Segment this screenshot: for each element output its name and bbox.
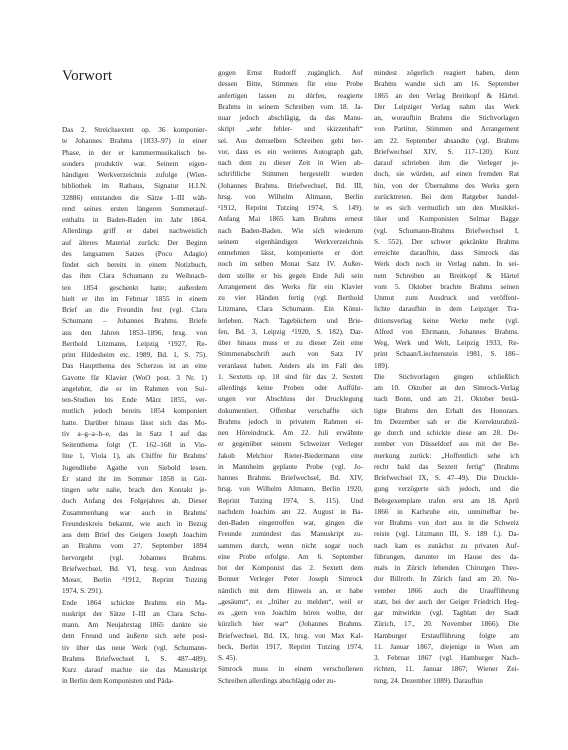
text-line: Brahms in seinem Schreiben vom 18. Ja- <box>218 102 363 111</box>
text-line: recht bald das Sextett fertig“ (Brahms <box>374 462 519 471</box>
text-line: an Brahms vom 27. September 1894 <box>62 542 207 551</box>
text-line: ten-Studien bis Ende März 1855, ver- <box>62 396 207 404</box>
text-line: ditionsverlag keine Werke mehr (vgl. <box>374 316 519 325</box>
text-line: dokumentiert. Offenbar verschaffte sich <box>218 406 363 415</box>
text-line: ge durch und schickte diese am 28. De- <box>374 429 519 437</box>
text-line: Reprint Tutzing 1974, S. 115). Und <box>218 496 363 505</box>
text-line: aus dem Brief des Geigers Joseph Joachim <box>62 531 207 539</box>
text-line: entnehmen lässt, komponierte er dort <box>218 249 363 257</box>
text-line: S. 45). <box>218 654 238 662</box>
text-line: tiv a–g–a–h–e, das in Satz I auf das <box>62 429 207 438</box>
text-line: in Mannheim geplante Probe (vgl. Jo- <box>218 462 363 471</box>
text-line: Litzmann, Clara Schumann. Ein Künst- <box>218 305 363 314</box>
text-line: anfertigen lassen zu dürfen, reagierte <box>218 91 363 100</box>
text-line: print Hildesheim etc. 1989, Bd. 1, S. 75). <box>62 351 207 359</box>
text-line: Die Stichvorlagen gingen schließlich <box>374 372 519 381</box>
text-line: Das Hauptthema des Scherzos ist an eine <box>62 362 207 371</box>
text-line: erreichte daraufhin, dass Simrock das <box>374 249 519 257</box>
text-line: Stimmenabschrift auch von Satz IV <box>218 350 363 359</box>
text-line: zu vier Händen fertig (vgl. Berthold <box>218 294 363 302</box>
text-line: ten 1854 geschenkt hatte; außerdem <box>62 283 207 292</box>
text-line: Freundeskreis bekannt, wie auch in Bezug <box>62 519 207 528</box>
text-line: dor Billroth. In Zürich fand am 20. No- <box>374 575 519 584</box>
text-line: Werk doch noch in Verlag nahm. In sei- <box>374 260 519 269</box>
text-line: sammen durch, wenn nicht sogar noch <box>218 541 363 550</box>
text-line: Phase, in der er kammermusikalisch be- <box>62 148 207 157</box>
text-line: Allerdings griff er dabei nachweislich <box>62 227 207 236</box>
text-line: nach Baden-Baden. Wie sich wiederum <box>218 226 363 235</box>
text-line: seinem eigenhändigen Werkverzeichnis <box>218 237 363 246</box>
text-line: bot der Komponist das 2. Sextett dem <box>218 564 363 572</box>
text-line: vom 5. Oktober brachte Brahms seinen <box>374 282 519 291</box>
text-line: Briefwechsel IX, S. 47–49). Die Druckle- <box>374 474 519 482</box>
text-line: zember von Düsseldorf aus mit der Be- <box>374 440 519 449</box>
text-line: tigte Brahms den Erhalt des Honorars. <box>374 406 519 415</box>
text-line: nachdem Joachim am 22. August in Ba- <box>218 507 363 516</box>
text-line: sei. Aus demselben Schreiben geht her- <box>218 136 363 145</box>
text-line: dem stellte er bis gegen Ende Juli sein <box>218 271 363 280</box>
text-line: hatte. Darüber hinaus lässt sich das Mo- <box>62 418 207 427</box>
text-line: Seitenthema folgt (T. 162–168 in Vio- <box>62 441 207 449</box>
text-line: merkung zurück: „Hoffentlich sehe ich <box>374 451 519 460</box>
text-line: an, woraufhin Brahms die Stichvorlagen <box>374 114 519 122</box>
text-line: darauf schrieben ihm die Verleger je- <box>374 159 519 167</box>
text-line: händigen Werkverzeichnis zufolge (Wien- <box>62 171 207 179</box>
text-line: dem Freund und äußerte sich sehr posi- <box>62 632 207 641</box>
text-line: mann. Am Neujahrstag 1865 dankte sie <box>62 621 207 629</box>
text-line: Brahms jedoch in privatem Rahmen ei- <box>218 417 363 426</box>
text-line: enthalts in Baden-Baden im Jahr 1864. <box>62 216 207 224</box>
text-line: mals in Zürich lebenden Chirurgen Theo- <box>374 564 519 572</box>
text-line: Simrock muss in einem verschollenen <box>218 665 363 674</box>
text-line: Er stand ihr im Sommer 1858 in Göt- <box>62 474 207 483</box>
text-line: das ihm Clara Schumann zu Weihnach- <box>62 272 207 281</box>
text-line: (vgl. Schumann-Brahms Briefwechsel I, <box>374 226 519 235</box>
text-line: Unmut zum Ausdruck und veröffent- <box>374 294 519 302</box>
text-line: am 22. September absandte (vgl. Brahms <box>374 136 519 145</box>
text-line: Schumann – Johannes Brahms. Briefe <box>62 317 207 326</box>
text-line: Bonner Verleger Peter Joseph Simrock <box>218 575 363 584</box>
text-line: zurücktreten. Bei dem Ratgeber handel- <box>374 192 519 201</box>
text-line: allerdings keine Proben oder Aufführ- <box>218 384 363 392</box>
text-line: lerleben. Nach Tagebüchern und Brie- <box>218 316 363 325</box>
text-line: „gesäumt“, es „früher zu melden“, weil er <box>218 597 363 606</box>
text-line: Briefwechsel, Bd. IX, hrsg. von Max Kal- <box>218 631 363 640</box>
text-line: nach Bonn, und am 21. Oktober bestä- <box>374 395 519 404</box>
text-line: S. 552). Der schwer gekränkte Brahms <box>374 237 519 246</box>
text-line: 189). <box>374 361 390 370</box>
text-line: 1. Sextetts op. 18 sind für das 2. Sextett <box>218 372 363 381</box>
text-line: nämlich mit dem Hinweis an, er habe <box>218 586 363 595</box>
text-line: Jakob Melchior Rieter-Biedermann eine <box>218 451 363 460</box>
text-line: Jugendliebe Agathe von Siebold lesen. <box>62 463 207 472</box>
text-line: hielt er ihn im Februar 1855 in einem <box>62 294 207 303</box>
text-line: eine Probe erfolgte. Am 6. September <box>218 552 363 561</box>
text-line: es „gern von Joachim hören wollte, der <box>218 609 363 617</box>
text-line: Brief an die Freundin fest (vgl. Clara <box>62 306 207 314</box>
text-line: kürzlich hier war“ (Johannes Brahms. <box>218 620 363 629</box>
text-line: den-Baden eingetroffen war, gingen die <box>218 519 363 527</box>
text-line: te Johannes Brahms (1833–97) in einer <box>62 137 207 146</box>
text-line: hervorgeht (vgl. Johannes Brahms. <box>62 553 207 562</box>
text-line: hrsg. von Wilhelm Altmann, Berlin 1920, <box>218 485 363 494</box>
text-line: tingen sehr nahe, brach den Kontakt je- <box>62 486 207 494</box>
text-line: gar mitwirkte (vgl. Tagblatt der Stadt <box>374 609 519 617</box>
text-line: hannes Brahms. Briefwechsel, Bd. XIV, <box>218 474 363 482</box>
text-line: lichte daraufhin in dem Leipziger Tra- <box>374 305 519 314</box>
text-line: Anfang Mai 1865 kam Brahms erneut <box>218 215 363 224</box>
text-line: ²1912, Reprint Tutzing 1974, S. 149). <box>218 204 363 212</box>
text-line: 1865 an den Verlag Breitkopf & Härtel. <box>374 91 519 100</box>
text-line: er gegenüber seinem Schweizer Verleger <box>218 440 363 449</box>
text-column-1 <box>62 125 207 688</box>
text-line: dessen Bitte, Stimmen für eine Probe <box>218 80 363 89</box>
text-line: über hinaus muss er zu dieser Zeit eine <box>218 339 363 347</box>
text-line: gogen Ernst Rudorff zugänglich. Auf <box>218 69 363 77</box>
text-line: hrsg. von Wilhelm Altmann, Berlin <box>218 192 363 201</box>
text-line: 32886) entstanden die Sätze I–III wäh- <box>62 193 207 202</box>
text-line: 1974, S. 291). <box>62 587 103 596</box>
text-line: gung verzögerte sich jedoch, und die <box>374 485 519 494</box>
text-line: Arrangement des Werks für ein Klavier <box>218 282 363 291</box>
page-title: Vorwort <box>62 68 113 84</box>
text-line: Moser, Berlin ³1912, Reprint Tutzing <box>62 576 207 584</box>
text-line: rend seines ersten längeren Sommerauf- <box>62 204 207 213</box>
text-column-3 <box>374 68 519 687</box>
text-line: führungen, darunter im Hause des da- <box>374 552 519 561</box>
text-line: ungen vor Abschluss der Drucklegung <box>218 395 363 404</box>
text-line: line 1, Viola 1), als Chiffre für Brahms' <box>62 452 207 461</box>
text-line: richten, 11. Januar 1867; Wiener Zei- <box>374 665 519 674</box>
text-line: Hamburger Erstaufführung folgte am <box>374 631 519 640</box>
text-line: Der Leipziger Verlag nahm das Werk <box>374 102 519 111</box>
text-line: aus den Jahren 1853–1896, hrsg. von <box>62 328 207 337</box>
text-line: Gavotte für Klavier (WoO post. 3 Nr. 1) <box>62 373 207 382</box>
text-line: Briefwechsel, Bd. VI, hrsg. von Andreas <box>62 564 207 573</box>
text-line: am 10. Oktober an den Simrock-Verlag <box>374 384 519 392</box>
text-line: hin, von der Übernahme des Werks gern <box>374 181 519 190</box>
text-line: tiker und Komponisten Selmar Bagge <box>374 215 519 224</box>
text-line: Das 2. Streichsextett op. 36 komponier- <box>62 126 207 134</box>
text-line: nem Schreiben an Breitkopf & Härtel <box>374 271 519 280</box>
text-line: (Johannes Brahms. Briefwechsel, Bd. III, <box>218 181 363 190</box>
text-line: Berthold Litzmann, Leipzig ²1927, Re- <box>62 339 207 348</box>
text-line: te es sich vermutlich um den Musikkri- <box>374 204 519 212</box>
text-line: 11. Januar 1867, diejenige in Wien am <box>374 642 519 651</box>
text-line: nuar jedoch abschlägig, da das Manu- <box>218 114 363 122</box>
text-line: tung, 24. Dezember 1889). Daraufhin <box>374 676 483 685</box>
text-line: findet sich bereits in einem Notizbuch, <box>62 261 207 269</box>
text-line: Kurz darauf machte sie das Manuskript <box>62 666 207 674</box>
text-line: Im Dezember sah er die Korrekturabzü- <box>374 417 519 426</box>
text-line: vember 1866 auch die Uraufführung <box>374 586 519 595</box>
text-line: von Partitur, Stimmen und Arrangement <box>374 125 519 134</box>
text-line: sonders produktiv war. Seinem eigen- <box>62 159 207 168</box>
text-line: Schreiben allerdings abschlägig oder zu- <box>218 676 336 685</box>
text-line: schriftliche Stimmen hergestellt wurden <box>218 170 363 179</box>
text-line: Alfred von Ehrmann, Johannes Brahms. <box>374 327 519 336</box>
text-line: auf älteres Material zurück: Der Beginn <box>62 238 207 247</box>
text-line: mindest zögerlich reagiert haben, denn <box>374 69 519 77</box>
text-line: beck, Berlin 1917, Reprint Tutzing 1974, <box>218 642 363 651</box>
text-line: doch, sie würden, auf einen fremden Rat <box>374 170 519 179</box>
text-line: noch im selben Monat Satz IV. Außer- <box>218 260 363 269</box>
text-line: fen, Bd. 3, Leipzig ⁴1920, S. 182). Dar- <box>218 327 363 336</box>
text-line: nach kam es zunächst zu privaten Auf- <box>374 541 519 550</box>
text-line: Weg, Werk und Welt, Leipzig 1933, Re- <box>374 339 519 347</box>
text-line: angelehnt, die er im Rahmen von Sui- <box>62 384 207 393</box>
text-line: nach dem zu dieser Zeit in Wien ab- <box>218 159 363 167</box>
text-line: in Berlin dem Komponisten und Päda- <box>62 677 174 686</box>
text-column-2 <box>218 68 363 687</box>
text-line: vor, dass es ein weiteres Autograph gab, <box>218 147 363 156</box>
text-line: bibliothek im Rathaus, Signatur H.I.N. <box>62 182 207 191</box>
text-line: Ende 1864 schickte Brahms ein Ma- <box>62 598 207 607</box>
text-line: tiv über das neue Werk (vgl. Schumann- <box>62 643 207 652</box>
text-line: nuskript der Sätze I–III an Clara Schu- <box>62 609 207 618</box>
text-line: skript „sehr fehler- und skizzenhaft“ <box>218 125 363 134</box>
text-line: doch Anfang des Folgejahres ab. Dieser <box>62 497 207 506</box>
text-line: vor Brahms von dort aus in die Schweiz <box>374 519 519 527</box>
text-line: Brahms Briefwechsel I, S. 487–489). <box>62 654 207 663</box>
text-line: mutlich jedoch bereits 1854 komponiert <box>62 407 207 416</box>
text-line: print Schaan/Liechtenstein 1981, S. 186– <box>374 350 519 359</box>
text-line: Briefwechsel XIV, S. 117–120). Kurz <box>374 147 519 156</box>
text-line: Zusammenhang war auch in Brahms' <box>62 508 207 517</box>
text-line: Freunde zumindest das Manuskript zu- <box>218 530 363 539</box>
text-line: veranlasst haben. Anders als im Fall des <box>218 361 363 370</box>
text-line: reiste (vgl. Litzmann III, S. 189 f.). Da- <box>374 530 519 539</box>
text-line: des langsamen Satzes (Poco Adagio) <box>62 249 207 258</box>
text-line: Brahms wandte sich am 16. September <box>374 80 519 89</box>
text-line: 3. Februar 1867 (vgl. Hamburger Nach- <box>374 654 519 662</box>
text-line: Belegexemplare trafen erst am 18. April <box>374 496 519 505</box>
text-line: Zürich, 17., 20. November 1866). Die <box>374 620 519 629</box>
text-line: 1866 in Karlsruhe ein, unmittelbar be- <box>374 507 519 516</box>
text-line: nen Höreindruck. Am 22. Juli erwähnte <box>218 429 363 437</box>
text-line: statt, bei der auch der Geiger Friedrich Heg- <box>374 597 519 606</box>
